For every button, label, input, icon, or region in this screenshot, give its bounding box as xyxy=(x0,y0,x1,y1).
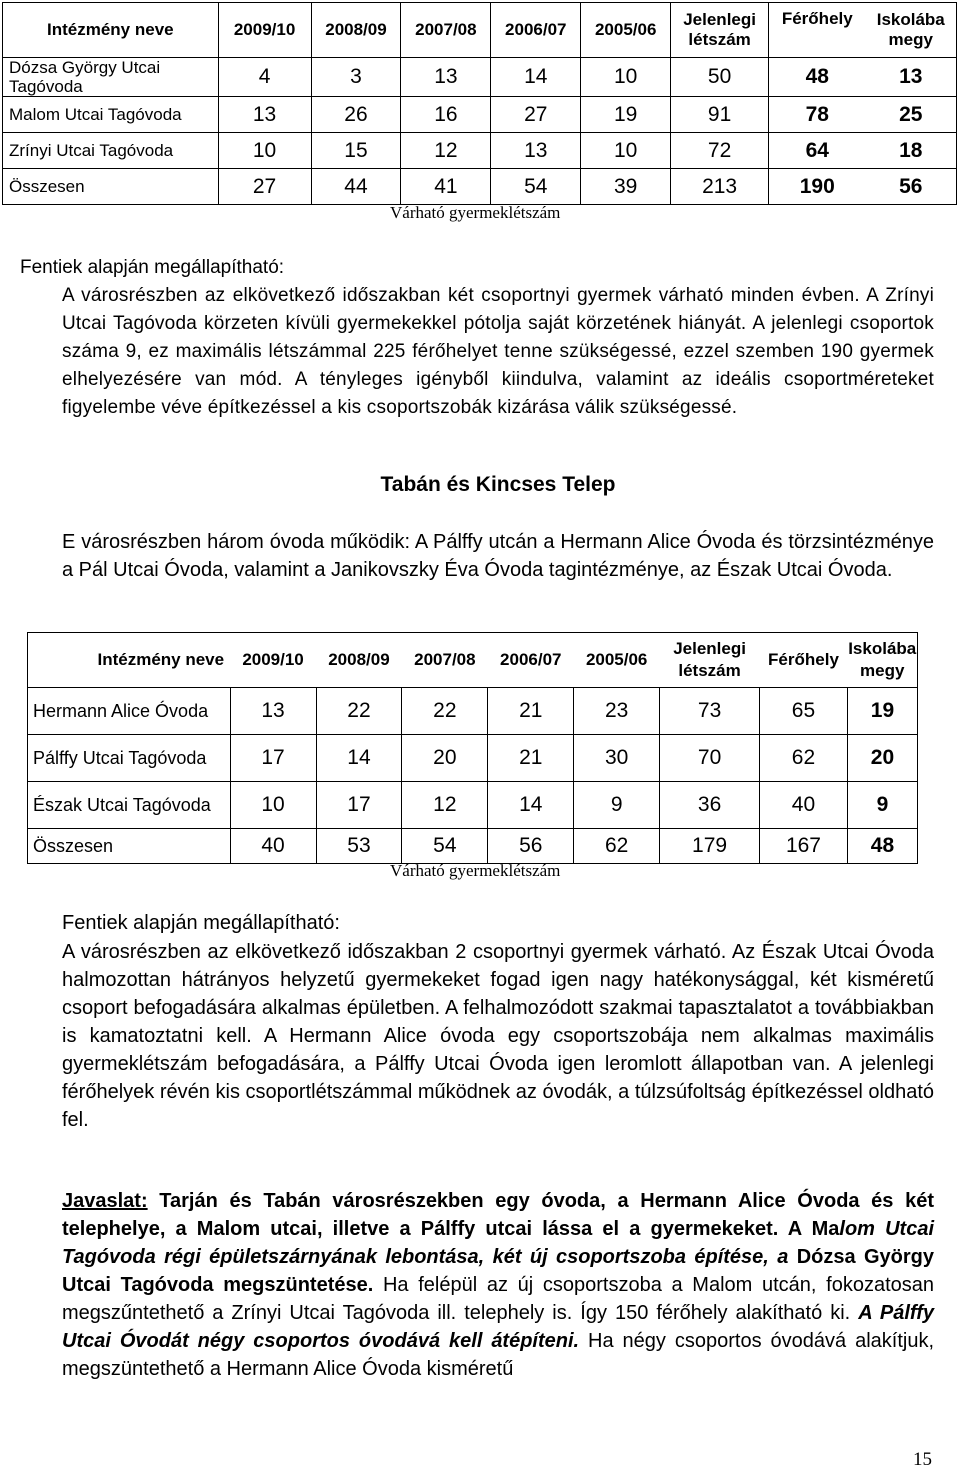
cell: 16 xyxy=(401,97,491,133)
proposal-paragraph xyxy=(62,1187,934,1383)
paragraph-body xyxy=(62,282,934,422)
cell: 30 xyxy=(574,735,660,782)
proposal-text: Ha felépül az új csoportszoba a Malom utcán, fokozatosan megszűntethető a Zrínyi Utcai Tagóvoda ill. telephely is. Így 150 férőhely alakítható ki. xyxy=(62,1274,934,1324)
cell: 48 xyxy=(769,58,866,97)
cell: 13 xyxy=(865,58,956,97)
cell: 25 xyxy=(865,97,956,133)
cell: 39 xyxy=(581,169,671,205)
table-header-row xyxy=(28,633,918,688)
row-name: Összesen xyxy=(3,169,219,205)
cell: 14 xyxy=(491,58,581,97)
cell: 15 xyxy=(311,133,401,169)
cell: 48 xyxy=(847,829,917,864)
cell: 14 xyxy=(488,782,574,829)
row-name: Zrínyi Utcai Tagóvoda xyxy=(3,133,219,169)
cell: 20 xyxy=(402,735,488,782)
proposal-text: Dózsa György Utcai Tagóvoda megszüntetése. xyxy=(62,1246,934,1296)
header-cell: 2006/07 xyxy=(488,633,574,688)
cell: 213 xyxy=(671,169,769,205)
cell: 53 xyxy=(316,829,402,864)
cell: 20 xyxy=(847,735,917,782)
cell: 13 xyxy=(230,688,316,735)
section-title: Tabán és Kincses Telep xyxy=(380,473,616,496)
proposal-text: A Pálffy Utcai Óvodát négy csoportos óvodává kell átépíteni. xyxy=(62,1302,935,1352)
table-row xyxy=(3,133,957,169)
cell: 50 xyxy=(671,58,769,97)
cell: 9 xyxy=(847,782,917,829)
proposal-label: Javaslat: xyxy=(62,1190,148,1212)
cell: 70 xyxy=(660,735,760,782)
cell: 21 xyxy=(488,735,574,782)
row-name: Összesen xyxy=(28,829,231,864)
cell: 190 xyxy=(769,169,866,205)
cell: 40 xyxy=(230,829,316,864)
table-row xyxy=(28,688,918,735)
cell: 78 xyxy=(769,97,866,133)
cell: 10 xyxy=(581,58,671,97)
cell: 19 xyxy=(581,97,671,133)
proposal-text: Tarján és Tabán városrészekben egy óvoda, a Hermann Alice Óvoda és két telephelye, a Malom utcai, illetve a Pálffy utcai lássa el a gyermekeket. A Ma xyxy=(62,1190,934,1240)
paragraph-intro: Fentiek alapján megállapítható: xyxy=(62,912,340,934)
table-header-row xyxy=(3,3,957,58)
header-cell: 2005/06 xyxy=(581,3,671,58)
table-row xyxy=(3,58,957,97)
proposal-text: lom Utcai Tagóvoda régi épületszárnyának lebontása, két új csoportszoba építése, a xyxy=(62,1218,934,1268)
cell: 13 xyxy=(218,97,311,133)
cell: 54 xyxy=(402,829,488,864)
header-cell: 2007/08 xyxy=(401,3,491,58)
header-cell: Intézmény neve xyxy=(3,3,219,58)
paragraph-text: A városrészben az elkövetkező időszakban két csoportnyi gyermek várható minden évben. A Zrínyi Utcai Tagóvoda körzeten kívüli gyermekekkel pótolja saját körzetének hiányát. A jelenlegi csoportok száma 9, ez maximális létszámmal 225 férőhelyet tenne szükségessé, ezzel szemben 190 gyermek elhelyezésére van mód. A tényleges igényből kiindulva, valamint az ideális csoportméreteket figyelembe véve építkezéssel a kis csoportszobák kizárása válik szükségessé. xyxy=(62,285,934,418)
header-cell: Férőhely xyxy=(760,633,848,688)
header-cell: 2008/09 xyxy=(311,3,401,58)
page-number: 15 xyxy=(913,1449,932,1470)
cell: 9 xyxy=(574,782,660,829)
row-name: Pálffy Utcai Tagóvoda xyxy=(28,735,231,782)
table-caption: Várható gyermeklétszám xyxy=(390,203,561,222)
row-name: Malom Utcai Tagóvoda xyxy=(3,97,219,133)
row-name: Észak Utcai Tagóvoda xyxy=(28,782,231,829)
cell: 21 xyxy=(488,688,574,735)
cell: 167 xyxy=(760,829,848,864)
table-kindergartens-tarjan xyxy=(2,2,957,205)
paragraph-body: E városrészben három óvoda működik: A Pálffy utcán a Hermann Alice Óvoda és törzsintézménye a Pál Utcai Óvoda, valamint a Janikovszky Éva Óvoda tagintézménye, az Észak Utcai Óvoda. xyxy=(62,531,934,581)
proposal-text: Ha négy csoportos óvodává alakítjuk, megszüntethető a Hermann Alice Óvoda kisméretű xyxy=(62,1330,935,1380)
header-cell: Jelenlegi létszám xyxy=(660,633,760,688)
table-caption: Várható gyermeklétszám xyxy=(390,861,561,880)
paragraph-body: A városrészben az elkövetkező időszakban 2 csoportnyi gyermek várható. Az Észak Utcai Óvoda halmozottan hátrányos helyzetű gyermekeket fogad igen nagy hatékonysággal, két kisméretű csoport befogadására alkalmas épületben. A felhalmozódott szakmai tapasztalatot a továbbiakban is kamatoztatni kell. A Hermann Alice óvoda egy csoportszobája nem alkalmas maximális gyermeklétszám befogadására, a Pálffy Utcai Óvoda igen leromlott állapotban van. A jelenlegi férőhelyek révén kis csoportlétszámmal működnek az óvodák, a túlzsúfoltság építkezéssel oldható fel. xyxy=(62,941,934,1131)
header-cell: 2009/10 xyxy=(218,3,311,58)
cell: 4 xyxy=(218,58,311,97)
cell: 19 xyxy=(847,688,917,735)
cell: 22 xyxy=(402,688,488,735)
header-cell: Iskolába megy xyxy=(847,633,917,688)
cell: 56 xyxy=(488,829,574,864)
cell: 26 xyxy=(311,97,401,133)
cell: 64 xyxy=(769,133,866,169)
cell: 91 xyxy=(671,97,769,133)
cell: 12 xyxy=(402,782,488,829)
cell: 12 xyxy=(401,133,491,169)
cell: 10 xyxy=(581,133,671,169)
cell: 62 xyxy=(760,735,848,782)
cell: 179 xyxy=(660,829,760,864)
table-row xyxy=(28,735,918,782)
table-kindergartens-taban xyxy=(27,632,918,864)
cell: 14 xyxy=(316,735,402,782)
header-cell: Iskolába megy xyxy=(865,3,956,58)
cell: 18 xyxy=(865,133,956,169)
cell: 27 xyxy=(218,169,311,205)
cell: 73 xyxy=(660,688,760,735)
cell: 65 xyxy=(760,688,848,735)
cell: 56 xyxy=(865,169,956,205)
cell: 54 xyxy=(491,169,581,205)
cell: 27 xyxy=(491,97,581,133)
cell: 44 xyxy=(311,169,401,205)
row-name: Hermann Alice Óvoda xyxy=(28,688,231,735)
header-cell: 2007/08 xyxy=(402,633,488,688)
cell: 40 xyxy=(760,782,848,829)
paragraph-intro: Fentiek alapján megállapítható: xyxy=(20,257,285,278)
cell: 13 xyxy=(401,58,491,97)
cell: 10 xyxy=(230,782,316,829)
header-cell: Intézmény neve xyxy=(28,633,231,688)
cell: 10 xyxy=(218,133,311,169)
table-row-total xyxy=(3,169,957,205)
cell: 72 xyxy=(671,133,769,169)
row-name: Dózsa György Utcai Tagóvoda xyxy=(3,58,219,97)
header-cell: Jelenlegi létszám xyxy=(671,3,769,58)
cell: 41 xyxy=(401,169,491,205)
header-cell: 2008/09 xyxy=(316,633,402,688)
header-cell: 2009/10 xyxy=(230,633,316,688)
cell: 17 xyxy=(316,782,402,829)
cell: 13 xyxy=(491,133,581,169)
cell: 17 xyxy=(230,735,316,782)
cell: 23 xyxy=(574,688,660,735)
header-cell: 2006/07 xyxy=(491,3,581,58)
table-row xyxy=(3,97,957,133)
table-row-total xyxy=(28,829,918,864)
cell: 22 xyxy=(316,688,402,735)
table-row xyxy=(28,782,918,829)
cell: 62 xyxy=(574,829,660,864)
header-cell: Férőhely xyxy=(769,3,866,58)
cell: 36 xyxy=(660,782,760,829)
header-cell: 2005/06 xyxy=(574,633,660,688)
cell: 3 xyxy=(311,58,401,97)
